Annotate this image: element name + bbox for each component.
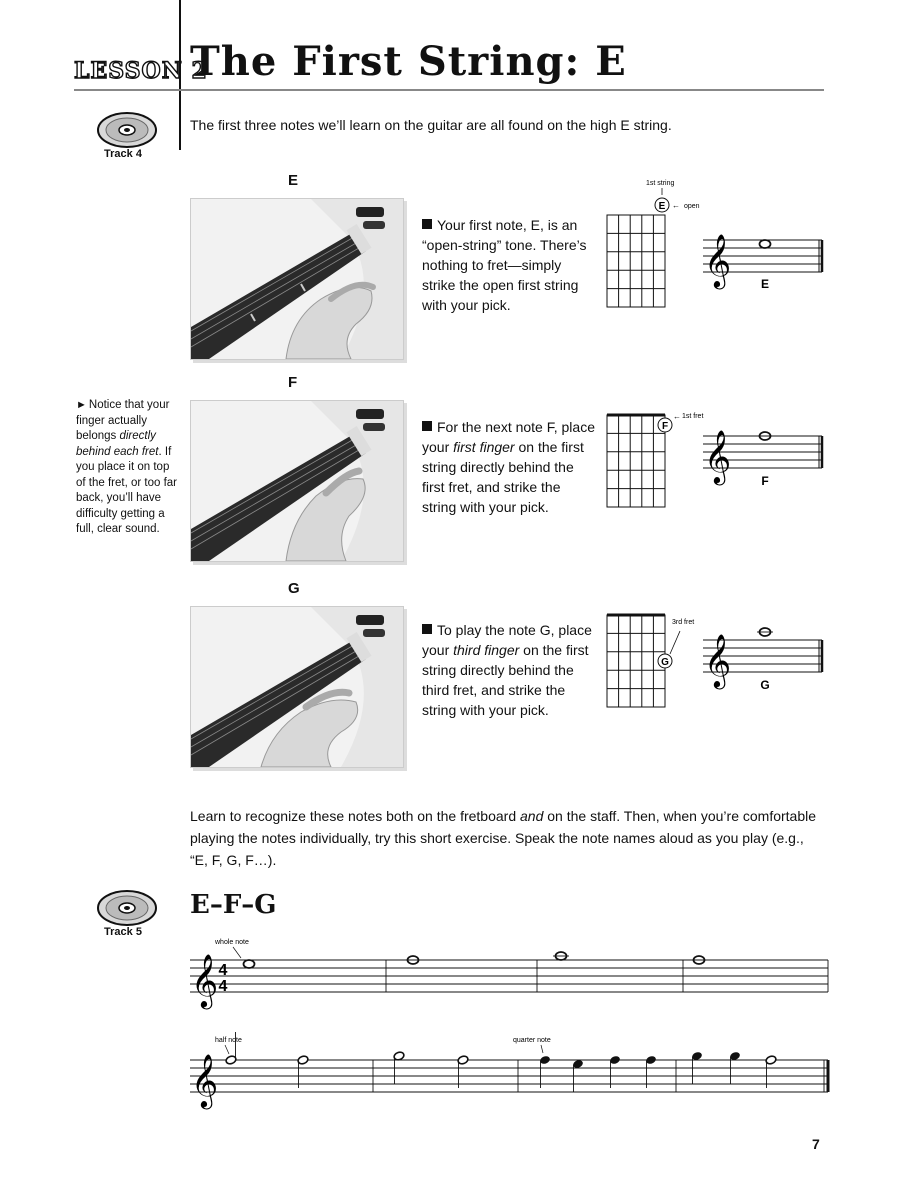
time-signature-bottom: 4 bbox=[218, 978, 228, 995]
staff-note-label-g: G bbox=[760, 678, 770, 692]
exercise-staff-line-1 bbox=[185, 930, 835, 1010]
photo-third-fret-g bbox=[190, 606, 404, 768]
staff-note-label-f: F bbox=[761, 474, 769, 488]
chord-marker-f: F bbox=[661, 421, 669, 432]
quarter-note bbox=[691, 1051, 703, 1084]
side-note: ► Notice that your finger actually belongs directly behind each fret. If you place it on top of the fret, or too far back, you’ll have difficulty getting a full, clear sound. bbox=[76, 399, 177, 535]
note-g-description: To play the note G, place your third finger on the first string directly behind the third fret, and strike the string with your pick. bbox=[422, 622, 592, 718]
note-e-description: Your first note, E, is an “open-string” tone. There’s nothing to fret—simply strike the open first string with your pick. bbox=[422, 217, 587, 313]
note-heading-e: E bbox=[288, 172, 299, 189]
staff-note-e bbox=[760, 240, 771, 248]
marker-arrow-1st-fret: ← bbox=[673, 412, 681, 421]
note-f-description: For the next note F, place your first finger on the first string directly behind the first fret, and strike the string with your pick. bbox=[422, 419, 595, 515]
cd-icon bbox=[96, 110, 158, 150]
marker-note-3rd-fret: 3rd fret bbox=[672, 619, 695, 626]
treble-clef-icon: 𝄞 bbox=[704, 430, 732, 482]
intro-text: The first three notes we’ll learn on the guitar are all found on the high E string. bbox=[190, 117, 672, 133]
chord-marker-e: E bbox=[658, 201, 666, 212]
half-note bbox=[297, 1055, 309, 1088]
lesson-tag: LESSON 2 bbox=[74, 58, 208, 84]
staff-note-label-e: E bbox=[760, 277, 770, 291]
quarter-note bbox=[609, 1055, 621, 1088]
whole-note bbox=[244, 960, 255, 968]
annotation-quarter-note: quarter note bbox=[513, 1037, 551, 1044]
marker-arrow-open: ← bbox=[672, 201, 680, 210]
note-e-diagrams bbox=[600, 175, 840, 315]
marker-note-open: open bbox=[684, 203, 700, 210]
treble-clef-icon: 𝄞 bbox=[191, 1054, 219, 1106]
note-heading-g: G bbox=[288, 580, 300, 597]
track-4-label: Track 4 bbox=[104, 148, 142, 160]
quarter-note bbox=[645, 1055, 657, 1088]
treble-clef-icon: 𝄞 bbox=[191, 954, 219, 1006]
half-note bbox=[765, 1055, 777, 1088]
photo-first-fret-f bbox=[190, 400, 404, 562]
note-heading-f: F bbox=[288, 374, 298, 391]
exercise-staff-line-2 bbox=[185, 1030, 835, 1110]
cd-icon bbox=[96, 888, 158, 928]
exercise-title: E–F–G bbox=[190, 890, 277, 920]
annotation-whole-note: whole note bbox=[215, 939, 249, 946]
treble-clef-icon: 𝄞 bbox=[704, 634, 732, 686]
side-note-arrow-icon: ► bbox=[76, 399, 87, 411]
half-note bbox=[393, 1051, 405, 1084]
chord-label-1st-string: 1st string bbox=[646, 180, 675, 187]
instruction-paragraph: Learn to recognize these notes both on the fretboard and on the staff. Then, when you’re comfortable playing the notes individually, try this short exercise. Speak the note names aloud as you play (e.g., “E, F, G, F…). bbox=[190, 808, 817, 868]
marker-note-1st-fret: 1st fret bbox=[682, 413, 704, 420]
quarter-note bbox=[729, 1051, 741, 1084]
time-signature-top: 4 bbox=[218, 962, 228, 979]
annotation-half-note: half note bbox=[215, 1037, 242, 1044]
note-f-diagrams bbox=[600, 405, 840, 545]
title-rule bbox=[74, 89, 824, 91]
quarter-note bbox=[539, 1055, 551, 1088]
treble-clef-icon: 𝄞 bbox=[704, 234, 732, 286]
quarter-note bbox=[572, 1059, 584, 1092]
note-g-diagrams bbox=[600, 605, 840, 745]
photo-open-string-e bbox=[190, 198, 404, 360]
page-number: 7 bbox=[812, 1136, 820, 1152]
track-5-label: Track 5 bbox=[104, 926, 142, 938]
half-note bbox=[457, 1055, 469, 1088]
chord-marker-g: G bbox=[661, 657, 669, 668]
page-title: The First String: E bbox=[190, 38, 627, 85]
